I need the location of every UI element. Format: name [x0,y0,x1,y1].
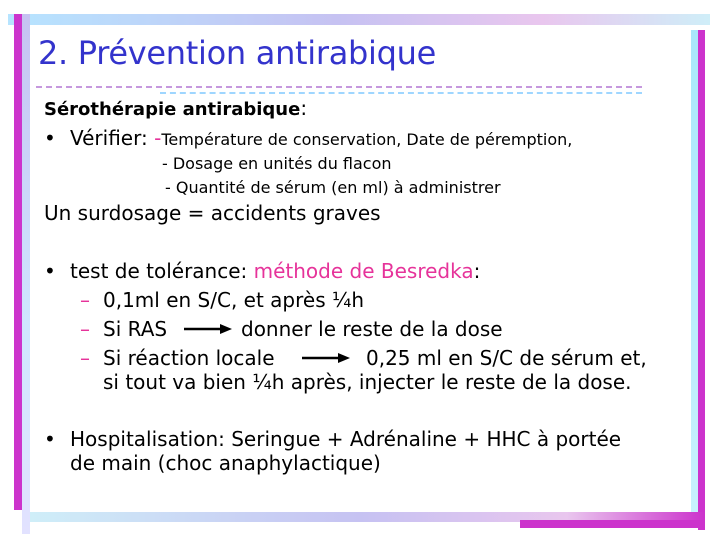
arrow-right-icon [184,319,232,339]
left-frame-bar-light [22,14,30,534]
tolerance-step-action: 0,25 ml en S/C de sérum et, [366,346,647,370]
top-frame-bar-right [338,14,710,25]
sub-bullet-dash: – [80,288,90,312]
hospitalisation-line: de main (choc anaphylactique) [70,451,381,475]
slide-title: 2. Prévention antirabique [38,34,437,72]
bottom-frame-bar [30,512,360,522]
sub-bullet-dash: – [80,317,90,341]
tolerance-step-condition: Si RAS [103,317,168,341]
tolerance-step-action: donner le reste de la dose [241,317,503,341]
verify-item: - Dosage en unités du flacon [162,154,392,173]
bottom-frame-accent [520,520,705,528]
sub-bullet-dash: – [80,346,90,370]
verify-dash: - [154,126,162,150]
right-frame-bar [698,30,705,530]
tolerance-line [70,259,480,283]
tolerance-method: méthode de Besredka [253,259,474,283]
verify-item: - Quantité de sérum (en ml) à administrer [165,178,501,197]
left-frame-bar [14,14,22,510]
section-heading [44,96,307,122]
verify-line [70,126,572,152]
bullet-dot: • [44,126,56,150]
verify-item: Température de conservation, Date de péremption, [161,130,573,149]
overdose-warning: Un surdosage = accidents graves [44,201,381,225]
tolerance-step: 0,1ml en S/C, et après ¼h [103,288,365,312]
title-divider [36,86,642,88]
arrow-right-icon [302,348,350,368]
top-frame-bar [8,14,338,25]
tolerance-step-continuation: si tout va bien ¼h après, injecter le reste de la dose. [103,370,632,394]
verify-label: Vérifier: [70,126,155,150]
right-frame-bar-light [691,30,698,520]
tolerance-colon: : [473,259,481,283]
bullet-dot: • [44,259,56,283]
bullet-dot: • [44,427,56,451]
tolerance-step-condition: Si réaction locale [103,346,275,370]
section-heading-text: Sérothérapie antirabique [44,99,301,120]
title-divider-secondary [160,92,642,94]
hospitalisation-line: Hospitalisation: Seringue + Adrénaline + HHC à portée [70,427,622,451]
tolerance-label: test de tolérance: [70,259,254,283]
section-heading-colon: : [300,96,308,120]
